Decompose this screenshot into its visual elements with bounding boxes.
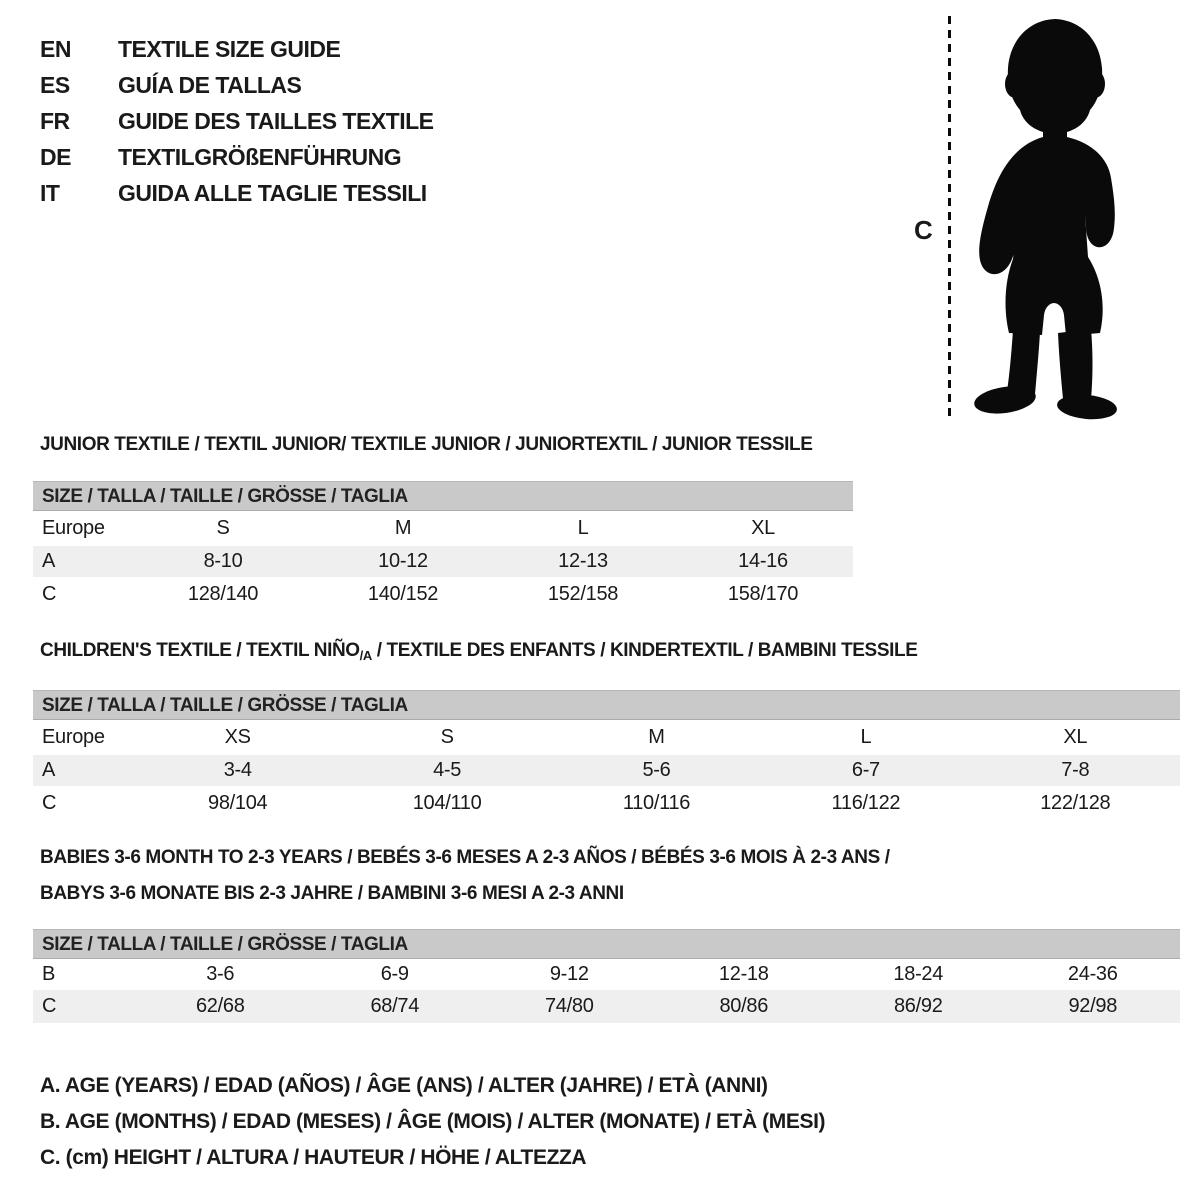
cell: 116/122 [831, 792, 901, 814]
note-a: A. AGE (YEARS) / EDAD (AÑOS) / ÂGE (ANS) / ALTER (JAHRE) / ETÀ (ANNI) [40, 1074, 768, 1097]
language-code: FR [40, 107, 70, 134]
language-row-it [40, 175, 434, 211]
cell: XL [1063, 726, 1088, 748]
cell: 12-18 [718, 963, 769, 985]
cell: 10-12 [378, 550, 428, 572]
section-title-junior: JUNIOR TEXTILE / TEXTIL JUNIOR/ TEXTILE JUNIOR / JUNIORTEXTIL / JUNIOR TESSILE [40, 434, 813, 455]
cell: 12-13 [558, 550, 608, 572]
section-title-babies-line2: BABYS 3-6 MONATE BIS 2-3 JAHRE / BAMBINI 3-6 MESI A 2-3 ANNI [40, 883, 624, 904]
legend-notes [40, 1068, 825, 1176]
cell: L [860, 726, 872, 748]
cell: 14-16 [738, 550, 788, 572]
cell: M [394, 517, 412, 539]
cell: 9-12 [549, 963, 589, 985]
cell: 18-24 [893, 963, 944, 985]
child-silhouette [963, 16, 1135, 420]
section-title-children [40, 640, 917, 663]
row-label: C [42, 583, 57, 605]
cell: 152/158 [547, 583, 619, 605]
row-label: Europe [42, 726, 105, 748]
size-table-junior [33, 481, 853, 612]
cell: L [577, 517, 589, 539]
size-table-children [33, 690, 1180, 821]
cell: 24-36 [1067, 963, 1118, 985]
section-title-babies-line1: BABIES 3-6 MONTH TO 2-3 YEARS / BEBÉS 3-6 MESES A 2-3 AÑOS / BÉBÉS 3-6 MOIS À 2-3 ANS / [40, 847, 890, 868]
cell: 158/170 [727, 583, 799, 605]
cell: M [648, 726, 665, 748]
table-row-europe [33, 511, 853, 546]
section-title-children-prefix: CHILDREN'S TEXTILE / TEXTIL NIÑO [40, 640, 360, 661]
row-label: C [42, 792, 57, 814]
row-label: B [42, 963, 56, 985]
cell: 68/74 [370, 995, 420, 1017]
cell: 4-5 [433, 759, 462, 781]
language-code: IT [40, 179, 60, 206]
language-code: ES [40, 71, 70, 98]
note-b: B. AGE (MONTHS) / EDAD (MESES) / ÂGE (MOIS) / ALTER (MONATE) / ETÀ (MESI) [40, 1110, 826, 1133]
language-row-en [40, 31, 434, 67]
cell: 74/80 [544, 995, 594, 1017]
language-code: DE [40, 143, 71, 170]
cell: S [216, 517, 230, 539]
table-header-bar: SIZE / TALLA / TAILLE / GRÖSSE / TAGLIA [33, 690, 1180, 720]
language-label: GUÍA DE TALLAS [118, 71, 302, 98]
language-row-fr [40, 103, 434, 139]
language-label: TEXTILE SIZE GUIDE [118, 35, 341, 62]
cell: 98/104 [208, 792, 268, 814]
cell: 3-6 [206, 963, 235, 985]
language-list [40, 31, 434, 211]
table-row-age-months [33, 959, 1180, 990]
cell: 92/98 [1068, 995, 1118, 1017]
section-title-children-sub: /A [359, 648, 372, 663]
table-header-bar: SIZE / TALLA / TAILLE / GRÖSSE / TAGLIA [33, 929, 1180, 959]
cell: 104/110 [412, 792, 482, 814]
cell: 140/152 [367, 583, 439, 605]
section-title-children-suffix: / TEXTILE DES ENFANTS / KINDERTEXTIL / BAMBINI TESSILE [371, 640, 918, 661]
table-row-height [33, 786, 1180, 821]
cell: 110/116 [622, 792, 691, 814]
note-c: C. (cm) HEIGHT / ALTURA / HAUTEUR / HÖHE / ALTEZZA [40, 1146, 587, 1169]
language-code: EN [40, 35, 71, 62]
cell: 6-7 [851, 759, 880, 781]
table-header-bar: SIZE / TALLA / TAILLE / GRÖSSE / TAGLIA [33, 481, 853, 511]
cell: 80/86 [719, 995, 769, 1017]
cell: 86/92 [893, 995, 943, 1017]
cell: 3-4 [223, 759, 252, 781]
table-row-age [33, 755, 1180, 786]
cell: 128/140 [187, 583, 259, 605]
language-label: GUIDA ALLE TAGLIE TESSILI [118, 179, 427, 206]
cell: S [440, 726, 454, 748]
cell: XL [751, 517, 775, 539]
row-label: A [42, 759, 56, 781]
cell: 6-9 [380, 963, 409, 985]
cell: 7-8 [1061, 759, 1090, 781]
row-label: A [42, 550, 56, 572]
language-label: GUIDE DES TAILLES TEXTILE [118, 107, 434, 134]
height-measure-dashed-line [948, 16, 951, 416]
cell: XS [224, 726, 251, 748]
cell: 122/128 [1040, 792, 1111, 814]
size-table-babies [33, 929, 1180, 1023]
row-label: C [42, 995, 57, 1017]
measure-label-c: C [914, 215, 933, 245]
table-row-height [33, 990, 1180, 1023]
cell: 8-10 [203, 550, 243, 572]
language-label: TEXTILGRÖßENFÜHRUNG [118, 143, 402, 170]
row-label: Europe [42, 517, 105, 539]
cell: 62/68 [195, 995, 245, 1017]
language-row-es [40, 67, 434, 103]
table-row-age [33, 546, 853, 577]
cell: 5-6 [642, 759, 671, 781]
table-row-height [33, 577, 853, 612]
language-row-de [40, 139, 434, 175]
table-row-europe [33, 720, 1180, 755]
